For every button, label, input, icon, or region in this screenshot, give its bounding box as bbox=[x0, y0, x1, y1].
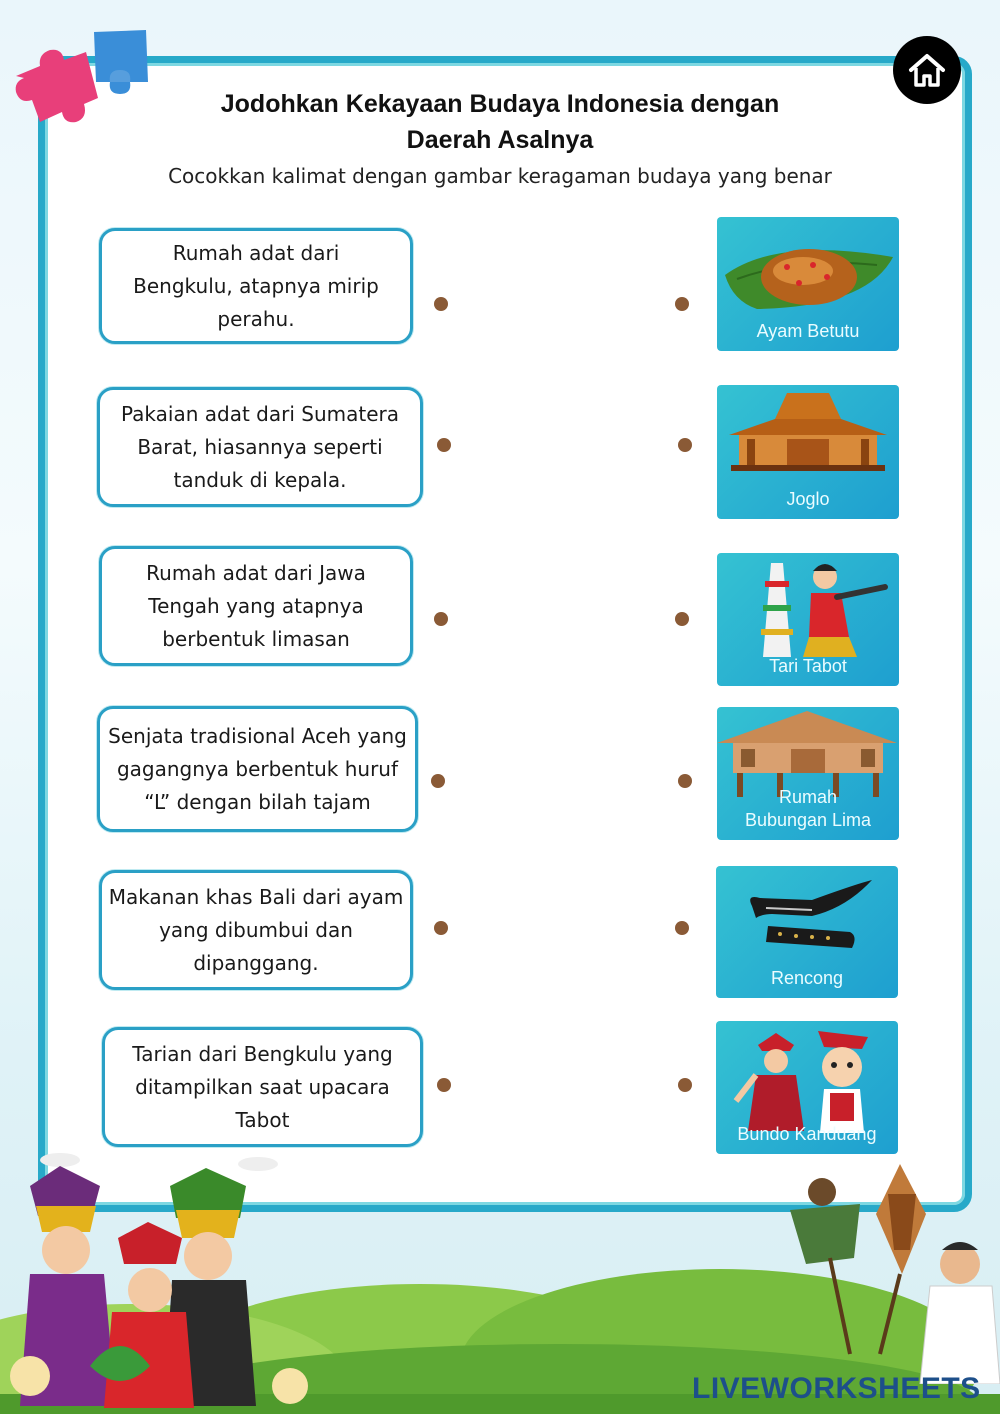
home-icon bbox=[907, 51, 947, 89]
question-card-4 bbox=[97, 706, 418, 832]
answer-tile-bundo-kanduang[interactable] bbox=[716, 1021, 898, 1154]
question-text: yang dibumbui dan bbox=[159, 917, 353, 942]
answer-tile-rencong[interactable] bbox=[716, 866, 898, 998]
answer-label-line-1: Rumah bbox=[778, 787, 838, 807]
answer-tile-ayam-betutu[interactable] bbox=[717, 217, 899, 351]
question-text: ditampilkan saat upacara bbox=[135, 1074, 390, 1099]
liveworksheets-logo: LIVEWORKSHEETS bbox=[692, 1372, 981, 1405]
question-card-6 bbox=[102, 1027, 423, 1147]
left-match-dot-3[interactable] bbox=[434, 612, 448, 626]
answer-tile-rumah-bubungan-lima[interactable] bbox=[717, 707, 899, 840]
question-card-1 bbox=[99, 228, 413, 344]
question-card-5 bbox=[99, 870, 413, 990]
question-text: perahu. bbox=[217, 306, 295, 331]
question-text: berbentuk limasan bbox=[162, 626, 350, 651]
question-text: tanduk di kepala. bbox=[173, 467, 347, 492]
question-text: Tabot bbox=[235, 1107, 290, 1132]
question-text: Tarian dari Bengkulu yang bbox=[132, 1041, 393, 1066]
question-text: “L” dengan bilah tajam bbox=[144, 789, 371, 814]
answer-label: Rencong bbox=[770, 968, 844, 988]
answer-tile-tari-tabot[interactable] bbox=[717, 553, 899, 686]
answer-label: Bundo Kanduang bbox=[737, 1124, 877, 1144]
answer-label: Ayam Betutu bbox=[756, 321, 860, 341]
left-match-dot-4[interactable] bbox=[431, 774, 445, 788]
left-match-dot-1[interactable] bbox=[434, 297, 448, 311]
minang-dancers-illustration bbox=[0, 1146, 320, 1414]
question-text: Bengkulu, atapnya mirip bbox=[133, 273, 379, 298]
question-text: Rumah adat dari bbox=[172, 240, 340, 265]
home-button[interactable] bbox=[893, 36, 961, 104]
answer-tile-joglo[interactable] bbox=[717, 385, 899, 519]
title-line-1: Jodohkan Kekayaan Budaya Indonesia dengan bbox=[220, 90, 780, 118]
page-subtitle: Cocokkan kalimat dengan gambar keragaman budaya yang benar bbox=[168, 164, 832, 188]
question-text: Makanan khas Bali dari ayam bbox=[108, 884, 404, 909]
left-match-dot-5[interactable] bbox=[434, 921, 448, 935]
page-title bbox=[150, 86, 850, 158]
title-line-2: Daerah Asalnya bbox=[406, 126, 594, 154]
right-match-dot-4[interactable] bbox=[678, 774, 692, 788]
left-match-dot-6[interactable] bbox=[437, 1078, 451, 1092]
question-text: gagangnya berbentuk huruf bbox=[116, 756, 399, 781]
question-card-3 bbox=[99, 546, 413, 666]
question-card-2 bbox=[97, 387, 423, 507]
answer-label bbox=[717, 786, 899, 832]
right-match-dot-6[interactable] bbox=[678, 1078, 692, 1092]
right-match-dot-5[interactable] bbox=[675, 921, 689, 935]
left-match-dot-2[interactable] bbox=[437, 438, 451, 452]
answer-label-line-2: Bubungan Lima bbox=[744, 810, 872, 830]
question-text: Barat, hiasannya seperti bbox=[137, 434, 383, 459]
right-match-dot-1[interactable] bbox=[675, 297, 689, 311]
question-text: Tengah yang atapnya bbox=[148, 593, 364, 618]
answer-label: Joglo bbox=[786, 489, 830, 509]
right-match-dot-3[interactable] bbox=[675, 612, 689, 626]
puzzle-icon bbox=[6, 26, 156, 136]
question-text: dipanggang. bbox=[193, 950, 319, 975]
wayang-puppeteer-illustration bbox=[770, 1154, 1000, 1384]
question-text: Senjata tradisional Aceh yang bbox=[108, 723, 407, 748]
answer-label: Tari Tabot bbox=[769, 656, 847, 676]
question-text: Rumah adat dari Jawa bbox=[146, 560, 366, 585]
right-match-dot-2[interactable] bbox=[678, 438, 692, 452]
question-text: Pakaian adat dari Sumatera bbox=[121, 401, 399, 426]
